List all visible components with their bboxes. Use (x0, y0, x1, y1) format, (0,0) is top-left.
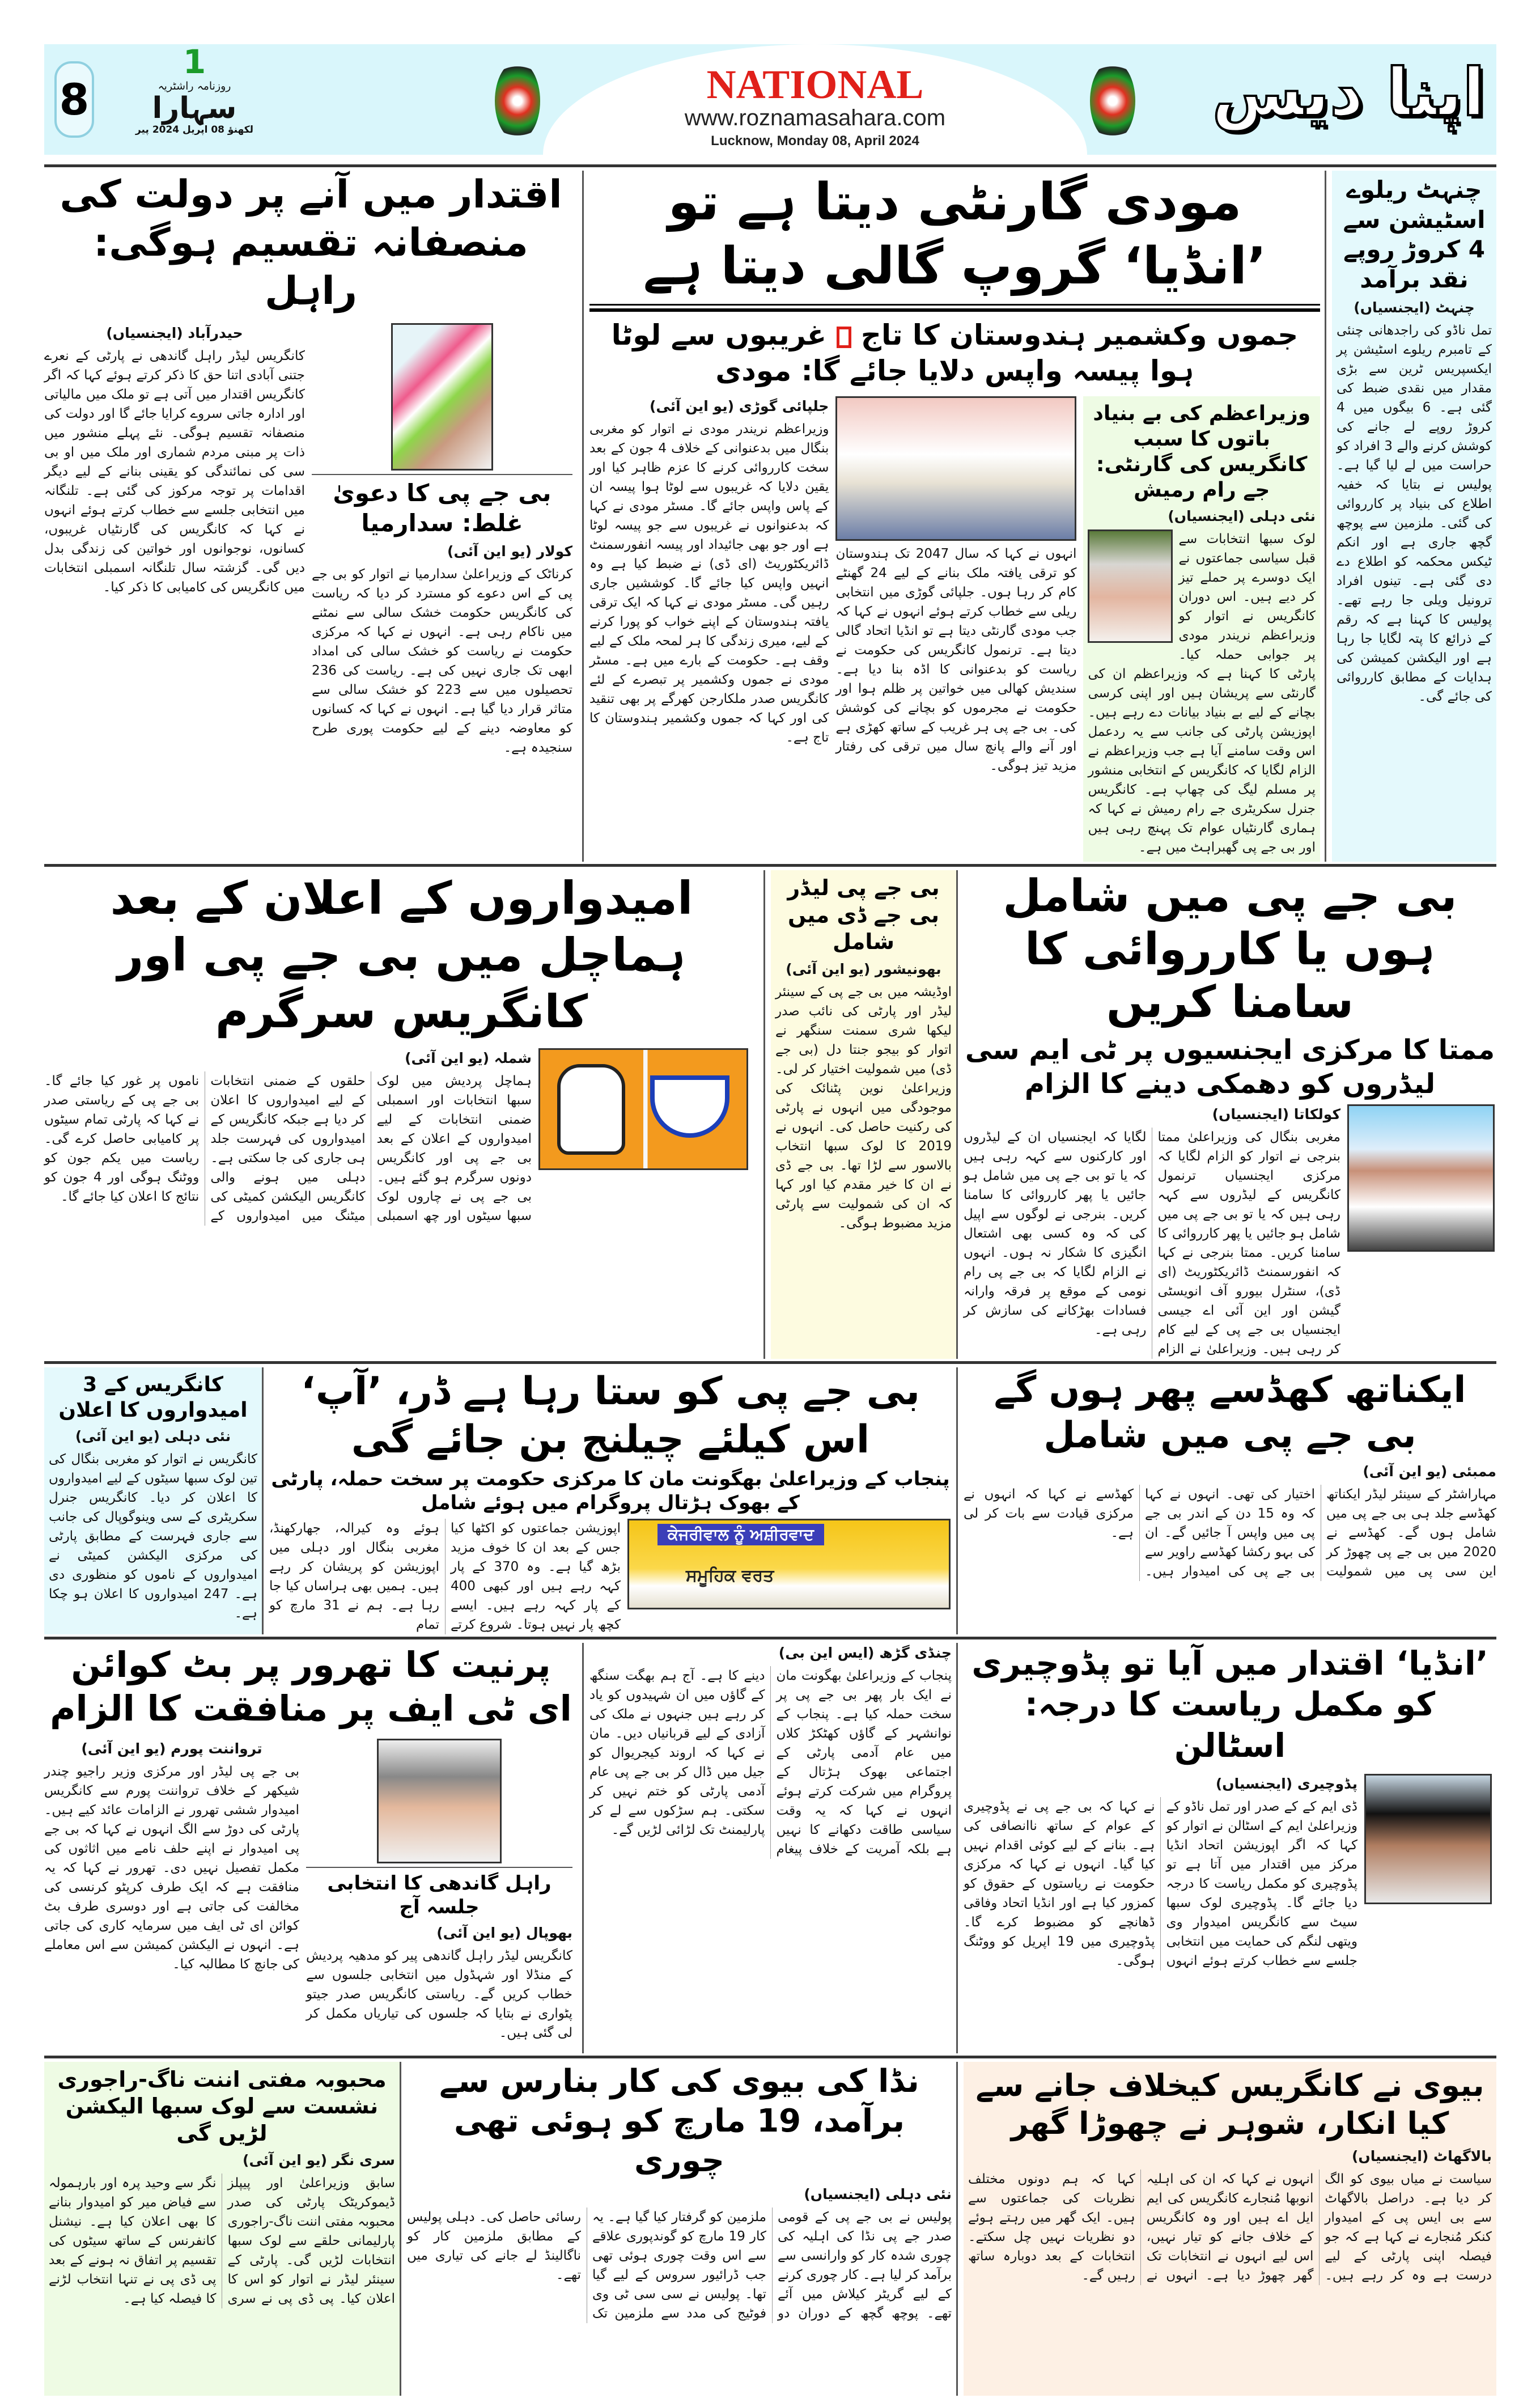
article-body: مہاراشٹر کے سینئر لیڈر ایکناتھ کھڈسے جلد ہی بی جے پی میں شامل ہوں گے۔ کھڈسے نے 2020 میں بی جے پی چھوڑ کر این سی پی میں شمولیت اختیار کی تھی۔ انہوں نے کہا کہ وہ 15 دن کے اندر بی جے پی میں واپس آ جائیں گے۔ ان کی بہو رکشا کھڈسے راویر سے بی جے پی کی امیدوار ہیں۔ کھڈسے نے کہا کہ انہوں نے مرکزی قیادت سے بات کر لی ہے۔ (964, 1486, 1496, 1579)
dateline: کولار (یو این آئی) (447, 543, 572, 560)
article-chinhat (1332, 171, 1496, 862)
article-kejriwal-continued (589, 1643, 958, 2053)
article-bjd (771, 870, 958, 1359)
article-jairam (1083, 396, 1320, 862)
article-body: ڈی ایم کے کے صدر اور تمل ناڈو کے وزیراعلیٰ ایم کے اسٹالن نے اتوار کو کہا کہ اگر اپوزیشن اتحاد انڈیا مرکز میں اقتدار میں آتا ہے تو پڈوچیری کو مکمل ریاست کا درجہ دیا جائے گا۔ پڈوچیری لوک سبھا سیٹ سے کانگریس امیدوار وی ویتھی لنگم کی حمایت میں انتخابی جلسے سے خطاب کرتے ہوئے انہوں نے کہا کہ بی جے پی نے پڈوچیری کے عوام کے ساتھ ناانصافی کی ہے۔ بنانے کے لیے کوئی اقدام نہیں کیا گیا۔ انہوں نے کہا کہ مرکزی حکومت نے ریاستوں کے حقوق کو کمزور کیا ہے اور انڈیا اتحاد وفاقی ڈھانچے کو مضبوط کرے گا۔ پڈوچیری میں 19 اپریل کو ووٹنگ ہوگی۔ (964, 1799, 1357, 1969)
section-title: NATIONAL (706, 62, 924, 107)
square-bullet-icon (837, 327, 851, 348)
logo-name: سہارا (152, 91, 237, 125)
article-kejriwal (269, 1367, 958, 1634)
article-eknath (964, 1367, 1496, 1634)
article-body: وزیراعظم نریندر مودی نے اتوار کو مغربی بنگال میں بدعنوانی کے خلاف 4 جون کے بعد سخت کارروائی کرنے کا عزم ظاہر کیا اور یقین دلایا کہ غریبوں سے لوٹا ہوا پیسہ ان کے پاس واپس جائے گا۔ مسٹر مودی نے کہا کہ بدعنوانوں نے غریبوں سے جو پیسہ لوٹا ہے اور جو بھی جائیداد اور پیسہ انفورسمنٹ ڈائریکٹوریٹ (ای ڈی) نے ضبط کیا ہے وہ انہیں واپس کیا جائے گا۔ کوششیں جاری رہیں گی۔ مسٹر مودی نے کہا کہ ایک ترقی یافتہ ہندوستان کے اپنے خواب کو پورا کرنے کے لیے، میری زندگی کا ہر لمحہ ملک کے لیے وقف ہے۔ حکومت کے بارے میں ہے۔ مسٹر مودی نے جموں وکشمیر پر تبصرے کے لئے کانگریس صدر ملکارجن کھرگے پر بھی تنقید کی اور کہا کہ جموں وکشمیر ہندوستان کا تاج ہے۔ (589, 422, 829, 745)
sunburst-icon (495, 61, 540, 141)
ornament-rule (589, 304, 1320, 312)
article-tharoor (44, 1643, 584, 2053)
headline: بی جے پی لیڈر بی جے ڈی میں شامل (787, 875, 940, 954)
dateline: بھوپال (یو این آئی) (436, 1924, 572, 1941)
dateline: بھونیشور (یو این آئی) (786, 960, 941, 977)
section-fourth (44, 1637, 1496, 2053)
headline: وزیراعظم کی بے بنیاد باتوں کا سبب کانگریس کی گارنٹی: جے رام رمیش (1093, 402, 1311, 502)
jairam-photo (1088, 529, 1173, 643)
article-rahul (44, 171, 584, 862)
dateline-english: Lucknow, Monday 08, April 2024 (711, 133, 919, 149)
dateline: ترواننت پورم (یو این آئی) (81, 1740, 262, 1757)
stalin-photo (1364, 1774, 1492, 1904)
photo-banner: ਕੇਜਰੀਵਾਲ ਨੂੰ ਅਸ਼ੀਰਵਾਦ (657, 1524, 824, 1545)
headline: بی جے پی کا دعویٰ غلط: سدارمیا (333, 479, 551, 537)
article-body: کرناٹک کے وزیراعلیٰ سدارمیا نے اتوار کو بی جے پی کے اس دعوے کو مسترد کر دیا کہ ریاست کی کانگریس حکومت خشک سالی سے نمٹنے میں ناکام رہی ہے۔ انہوں نے کہا کہ مرکزی حکومت نے ریاست کو خشک سالی کی امداد ابھی تک جاری نہیں کی ہے۔ ریاست کی 236 تحصیلوں میں سے 223 کو خشک سالی سے متاثر قرار دیا گیا ہے۔ انہوں نے کہا کہ کسانوں کو معاوضہ دینے کے لیے حکومت پوری طرح سنجیدہ ہے۔ (312, 567, 572, 755)
party-symbols-photo (538, 1048, 748, 1170)
dateline: حیدرآباد (ایجنسیاں) (106, 325, 243, 341)
dateline: چنہٹ (ایجنسیاں) (1354, 299, 1475, 316)
masthead (44, 44, 1496, 155)
page-number-badge: 8 (54, 61, 94, 138)
dateline: نئی دہلی (ایجنسیاں) (1168, 508, 1316, 524)
logo-subtitle: روزنامہ راشٹریہ (158, 79, 231, 92)
article-rahul-rally (306, 1867, 572, 2043)
article-mamata (964, 870, 1496, 1359)
article-body: لوک سبھا انتخابات سے قبل سیاسی جماعتوں نے ایک دوسرے پر حملے تیز کر دیے ہیں۔ اس دوران کانگریس نے اتوار کو وزیراعظم نریندر مودی پر جوابی حملہ کیا۔ پارٹی کا کہنا ہے کہ وزیراعظم ان کی گارنٹی سے پریشان ہیں اور اپنی کرسی بچانے کے لیے بے بنیاد بیانات دے رہے ہیں۔ اپوزیشن پارٹی کی جانب سے یہ ردعمل اس وقت سامنے آیا ہے جب وزیراعظم نے الزام لگایا کہ کانگریس کے انتخابی منشور پر مسلم لیگ کی چھاپ ہے۔ کانگریس جنرل سکریٹری جے رام رمیش نے کہا کہ ہماری گارنٹیاں عوام تک پہنچ رہی ہیں اور بی جے پی گھبراہٹ میں ہے۔ (1088, 532, 1316, 855)
urdu-date: لکھنؤ 08 اپریل 2024 پیر (135, 124, 254, 135)
headline: بی جے پی کو ستا رہا ہے ڈر، ’آپ‘ اس کیلئے چیلنج بن جائے گی (300, 1369, 920, 1462)
lotus-icon (650, 1075, 729, 1138)
article-body: اپوزیشن جماعتوں کو اکٹھا کیا جس کے بعد ان کا خوف مزید بڑھ گیا ہے۔ وہ 370 کے پار کہہ رہے ہیں اور کبھی 400 کے پار کہہ رہے ہیں۔ ایسے کچھ پار نہیں ہوتا۔ شروع کرتے ہوئے وہ کیرالہ، جھارکھنڈ، مغربی بنگال اور دہلی میں اپوزیشن کو پریشان کر رہے ہیں۔ ہمیں بھی ہراساں کیا جا رہا ہے۔ ہم نے 31 مارچ کو تمام (269, 1520, 621, 1632)
article-body: کانگریس لیڈر راہل گاندھی نے پارٹی کے نعرے جتنی آبادی اتنا حق کا ذکر کرتے ہوئے کہا کہ اگر کانگریس اقتدار میں آتی ہے تو ملک میں مالیاتی اور ادارہ جاتی سروے کرایا جائے گا اور دولت کی منصفانہ تقسیم ہوگی۔ نئے پہلے منشور میں ذات پر مبنی مردم شماری اور ملک میں او بی سی کی نمائندگی کو یقینی بنانے کے لیے دیگر اقدامات پر توجہ مرکوز کی گئی ہے۔ تلنگانہ میں انتخابی جلسے سے خطاب کرتے ہوئے انہوں نے کہا کہ کانگریس کی گارنٹیاں غریبوں، کسانوں، نوجوانوں اور خواتین کی زندگی بدل دیں گی۔ گزشتہ سال تلنگانہ اسمبلی انتخابات میں کانگریس کی کامیابی کا ذکر کیا۔ (44, 349, 305, 595)
logo (129, 44, 260, 155)
headline: پرنیت کا تھرور پر بٹ کوائن ای ٹی ایف پر منافقت کا الزام (50, 1643, 572, 1730)
article-body: کانگریس نے اتوار کو مغربی بنگال کی تین لوک سبھا سیٹوں کے لیے امیدواروں کا اعلان کر دیا۔ کانگریس جنرل سکریٹری کے سی وینوگوپال کی جانب سے جاری فہرست کے مطابق پارٹی کی مرکزی الیکشن کمیٹی نے امیدواروں کے ناموں کو منظوری دی ہے۔ 247 امیدواروں کا اعلان ہو چکا ہے۔ (49, 1451, 257, 1621)
headline: چنہٹ ریلوے اسٹیشن سے 4 کروڑ روپے نقد برآمد (1343, 176, 1486, 293)
article-body: کانگریس لیڈر راہل گاندھی پیر کو مدھیہ پردیش کے منڈلا اور شہڈول میں انتخابی جلسوں سے خطاب کریں گے۔ ریاستی کانگریس صدر جیتو پٹواری نے بتایا کہ جلسوں کی تیاریاں مکمل کر لی گئی ہیں۔ (306, 1948, 572, 2040)
dateline: جلپائی گوڑی (یو این آئی) (649, 398, 829, 414)
section-top (44, 164, 1496, 862)
section-third (44, 1361, 1496, 1634)
dateline: نئی دہلی (ایجنسیاں) (804, 2185, 952, 2202)
article-wife (964, 2062, 1496, 2396)
article-siddaramaiah (312, 474, 572, 757)
dateline: چنڈی گڑھ (ایس این بی) (778, 1644, 952, 1661)
headline: امیدواروں کے اعلان کے بعد ہماچل میں بی جے پی اور کانگریس سرگرم (110, 872, 693, 1038)
dateline: شملہ (یو این آئی) (405, 1050, 532, 1066)
page-title: اپنا دیس (1212, 54, 1485, 131)
article-himachal (44, 870, 765, 1359)
article-body-continued: انہوں نے کہا کہ سال 2047 تک ہندوستان کو ترقی یافتہ ملک بنانے کے لیے 24 گھنٹے کام کر رہا ہوں۔ جلپائی گوڑی میں انتخابی ریلی سے خطاب کرتے ہوئے انہوں نے کہا کہ جب مودی گارنٹی دیتا ہے تو انڈیا اتحاد گالی دیتا ہے۔ ترنمول کانگریس کی حکومت نے ریاست کو بدعنوانی کا اڈہ بنا دیا ہے۔ سندیش کھالی میں خواتین پر ظلم ہوا اور حکومت نے مجرموں کو بچانے کی کوشش کی۔ بی جے پی ہر غریب کے ساتھ کھڑی ہے اور آنے والے پانچ سال میں ترقی کی رفتار مزید تیز ہوگی۔ (835, 546, 1077, 773)
article-body: سیاست نے میاں بیوی کو الگ کر دیا ہے۔ دراصل بالاگھاٹ سے بی ایس پی کے امیدوار کنکر مُنجارے نے کہا ہے کہ جو فیصلہ اپنی پارٹی کے لیے درست ہے وہ کر رہے ہیں۔ انہوں نے کہا کہ ان کی اہلیہ انوبھا مُنجارے کانگریس کی ایم ایل اے ہیں اور وہ کانگریس کے خلاف جانے کو تیار نہیں، اس لیے انہوں نے انتخابات تک گھر چھوڑ دیا ہے۔ انہوں نے کہا کہ ہم دونوں مختلف نظریات کی جماعتوں سے ہیں۔ ایک گھر میں رہتے ہوئے دو نظریات نہیں چل سکتے۔ انتخابات کے بعد دوبارہ ساتھ رہیں گے۔ (968, 2171, 1492, 2283)
article-body: پنجاب کے وزیراعلیٰ بھگونت مان نے ایک بار پھر بی جے پی پر سخت حملہ کیا ہے۔ پنجاب کے نوانشہر کے گاؤں کھٹکڑ کلاں میں عام آدمی پارٹی کے اجتماعی بھوک ہڑتال کے پروگرام میں شرکت کرتے ہوئے انہوں نے کہا کہ یہ وقت سیاسی طاقت دکھانے کا نہیں ہے بلکہ آمریت کے خلاف پیغام دینے کا ہے۔ آج ہم بھگت سنگھ کے گاؤں میں ان شہیدوں کو یاد کر رہے ہیں جنہوں نے ملک کی آزادی کے لیے قربانیاں دیں۔ مان نے کہا کہ اروند کیجریوال کو جیل میں ڈال کر بی جے پی عام آدمی پارٹی کو ختم نہیں کر سکتی۔ ہم سڑکوں سے لے کر پارلیمنٹ تک لڑائی لڑیں گے۔ (589, 1668, 952, 1857)
photo-banner: ਸਮੂਹਿਕ ਵਰਤ (686, 1565, 774, 1586)
headline: محبوبہ مفتی اننت ناگ-راجوری نشست سے لوک سبھا الیکشن لڑیں گی (57, 2066, 387, 2146)
section-bottom (44, 2056, 1496, 2396)
subheadline: ممتا کا مرکزی ایجنسیوں پر ٹی ایم سی لیڈروں کو دھمکی دینے کا الزام (965, 1033, 1495, 1100)
headline: بی جے پی میں شامل ہوں یا کارروائی کا سامنا کریں (1003, 871, 1457, 1028)
rahul-photo (391, 323, 493, 471)
section-second (44, 864, 1496, 1359)
modi-photo (835, 396, 1076, 541)
article-body: ہماچل پردیش میں لوک سبھا انتخابات اور اسمبلی ضمنی انتخابات کے لیے امیدواروں کے اعلان کے بعد بی جے پی اور کانگریس دونوں سرگرم ہو گئے ہیں۔ بی جے پی نے چاروں لوک سبھا سیٹوں اور چھ اسمبلی حلقوں کے ضمنی انتخابات کے لیے امیدواروں کا اعلان کر دیا ہے جبکہ کانگریس کے امیدواروں کی فہرست جلد ہی جاری کی جا سکتی ہے۔ دہلی میں ہونے والی کانگریس الیکشن کمیٹی کی میٹنگ میں امیدواروں کے ناموں پر غور کیا جائے گا۔ بی جے پی کے ریاستی صدر نے کہا کہ پارٹی تمام سیٹوں پر کامیابی حاصل کرے گی۔ ریاست میں یکم جون کو ووٹنگ ہوگی اور 4 جون کو نتائج کا اعلان کیا جائے گا۔ (44, 1074, 532, 1223)
headline: بیوی نے کانگریس کیخلاف جانے سے کیا انکار، شوہر نے چھوڑا گھر (975, 2067, 1484, 2142)
subheadline: پنجاب کے وزیراعلیٰ بھگونت مان کا مرکزی حکومت پر سخت حملہ، پارٹی کے بھوک ہڑتال پروگرام میں ہوئے شامل (271, 1467, 950, 1515)
dateline: پڈوچیری (ایجنسیاں) (1215, 1776, 1357, 1793)
sunburst-icon (1090, 61, 1135, 141)
article-body: تمل ناڈو کی راجدھانی چنئی کے تامبرم ریلوے اسٹیشن پر ایکسپریس ٹرین سے بڑی مقدار میں نقدی ضبط کی گئی ہے۔ 6 بیگوں میں 4 کروڑ روپے لے جانے کی کوشش کرنے والے 3 افراد کو حراست میں لے لیا گیا ہے۔ پولیس نے بتایا کہ خفیہ اطلاع کی بنیاد پر کارروائی کی گئی۔ ملزمین سے پوچھ گچھ جاری ہے اور انکم ٹیکس محکمہ کو اطلاع دے دی گئی ہے۔ تینوں افراد ترونیل ویلی جا رہے تھے۔ پولیس کا کہنا ہے کہ رقم کے ذرائع کا پتہ لگایا جا رہا ہے اور الیکشن کمیشن کی ہدایات کے مطابق کارروائی کی جائے گی۔ (1337, 323, 1492, 704)
headline: اقتدار میں آنے پر دولت کی منصفانہ تقسیم ہوگی: راہل (60, 172, 562, 313)
logo-badge: 1 (183, 43, 206, 81)
dateline: کولکاتا (ایجنسیاں) (1212, 1105, 1340, 1122)
tharoor-photo (377, 1739, 502, 1863)
hunger-strike-photo (627, 1519, 951, 1609)
article-modi (589, 171, 1326, 862)
headline: ایکناتھ کھڈسے پھر ہوں گے بی جے پی میں شامل (994, 1369, 1466, 1456)
article-mehbooba (44, 2062, 401, 2396)
headline: ’انڈیا‘ اقتدار میں آیا تو پڈوچیری کو مکمل ریاست کا درجہ: اسٹالن (971, 1643, 1488, 1765)
article-stalin (964, 1643, 1496, 2053)
headline: نڈا کی بیوی کی کار بنارس سے برآمد، 19 مارچ کو ہوئی تھی چوری (439, 2062, 919, 2179)
headline: مودی گارنٹی دیتا ہے تو ’انڈیا‘ گروپ گالی دیتا ہے (643, 172, 1267, 296)
article-body: اوڈیشہ میں بی جے پی کے سینئر لیڈر اور پارٹی کی نائب صدر لیکھا شری سمنت سنگھر نے اتوار کو بیجو جنتا دل (بی جے ڈی) میں شمولیت اختیار کر لی۔ وزیراعلیٰ نوین پٹنائک کی موجودگی میں انہوں نے پارٹی کی رکنیت حاصل کی۔ انہوں نے 2019 کا لوک سبھا انتخاب بالاسور سے لڑا تھا۔ بی جے ڈی نے ان کا خیر مقدم کیا اور کہا کہ ان کی شمولیت سے پارٹی مزید مضبوط ہوگی۔ (775, 984, 952, 1231)
dateline: سری نگر (یو این آئی) (243, 2152, 395, 2169)
website-url: www.roznamasahara.com (684, 105, 946, 130)
hand-icon (557, 1064, 625, 1155)
article-nadda (407, 2062, 958, 2396)
dateline: نئی دہلی (یو این آئی) (75, 1427, 231, 1444)
subheadline: جموں وکشمیر ہندوستان کا تاج غریبوں سے لوٹا ہوا پیسہ واپس دلایا جائے گا: مودی (611, 319, 1299, 387)
page-content (44, 164, 1496, 2398)
article-body: بی جے پی لیڈر اور مرکزی وزیر راجیو چندر شیکھر کے خلاف ترواننت پورم سے کانگریس امیدوار ششی تھرور نے الزامات عائد کیے ہیں۔ پارٹی کی دوڑ سے الگ انہوں نے کہا کہ بی جے پی امیدوار نے اپنے حلف نامے میں اثاثوں کی مکمل تفصیل نہیں دی۔ تھرور نے کہا کہ یہ منافقت ہے کہ ایک طرف کرپٹو کرنسی کی مخالفت کی جاتی ہے اور دوسری طرف بٹ کوائن ای ٹی ایف میں سرمایہ کاری کی جاتی ہے۔ انہوں نے الیکشن کمیشن سے اس معاملے کی جانچ کا مطالبہ کیا۔ (44, 1764, 299, 1972)
headline: کانگریس کے 3 امیدواروں کا اعلان (58, 1372, 248, 1422)
headline: راہل گاندھی کا انتخابی جلسہ آج (327, 1871, 551, 1919)
article-body: پولیس نے بی جے پی کے قومی صدر جے پی نڈا کی اہلیہ کی چوری شدہ کار کو وارانسی سے برآمد کر لیا ہے۔ کار چوری کرنے کے لیے گریٹر کیلاش میں آئے تھے۔ پوچھ گچھ کے دوران دو ملزمین کو گرفتار کیا گیا ہے۔ یہ کار 19 مارچ کو گوندپوری علاقے سے اس وقت چوری ہوئی تھی جب ڈرائیور سروس کے لیے گیا تھا۔ پولیس نے سی سی ٹی وی فوٹیج کی مدد سے ملزمین تک رسائی حاصل کی۔ دہلی پولیس کے مطابق ملزمین کار کو ناگالینڈ لے جانے کی تیاری میں تھے۔ (407, 2209, 952, 2321)
article-body: مغربی بنگال کی وزیراعلیٰ ممتا بنرجی نے اتوار کو الزام لگایا کہ مرکزی ایجنسیاں ترنمول کانگریس کے لیڈروں سے کہہ رہی ہیں کہ یا تو بی جے پی میں شامل ہو جائیں یا پھر کارروائی کا سامنا کریں۔ ممتا بنرجی نے کہا کہ انفورسمنٹ ڈائریکٹوریٹ (ای ڈی)، سنٹرل بیورو آف انویسٹی گیشن اور این آئی اے جیسی ایجنسیاں بی جے پی کے لیے کام کر رہی ہیں۔ وزیراعلیٰ نے الزام لگایا کہ ایجنسیاں ان کے لیڈروں اور کارکنوں سے کہہ رہی ہیں کہ یا تو بی جے پی میں شامل ہو جائیں یا پھر کارروائی کا سامنا کریں۔ بنرجی نے لوگوں سے اپیل کی کہ وہ کسی بھی اشتعال انگیزی کا شکار نہ ہوں۔ انہوں نے الزام لگایا کہ بی جے پی رام نومی کے موقع پر فرقہ وارانہ فسادات بھڑکانے کی سازش کر رہی ہے۔ (964, 1129, 1340, 1357)
dateline: بالاگھاٹ (ایجنسیاں) (1351, 2147, 1492, 2164)
article-congress-candidates (44, 1367, 264, 1634)
dateline: ممبئی (یو این آئی) (1363, 1463, 1496, 1480)
article-body: سابق وزیراعلیٰ اور پیپلز ڈیموکریٹک پارٹی کی صدر محبوبہ مفتی اننت ناگ-راجوری پارلیمانی حلقے سے لوک سبھا انتخابات لڑیں گی۔ پارٹی کے سینئر لیڈر نے اتوار کو اس کا اعلان کیا۔ پی ڈی پی نے سری نگر سے وحید پرہ اور بارہمولہ سے فیاض میر کو امیدوار بنانے کا بھی اعلان کیا ہے۔ نیشنل کانفرنس کے ساتھ سیٹوں کی تقسیم پر اتفاق نہ ہونے کے بعد پی ڈی پی نے تنہا انتخاب لڑنے کا فیصلہ کیا ہے۔ (49, 2176, 395, 2307)
mamata-photo (1347, 1104, 1495, 1252)
